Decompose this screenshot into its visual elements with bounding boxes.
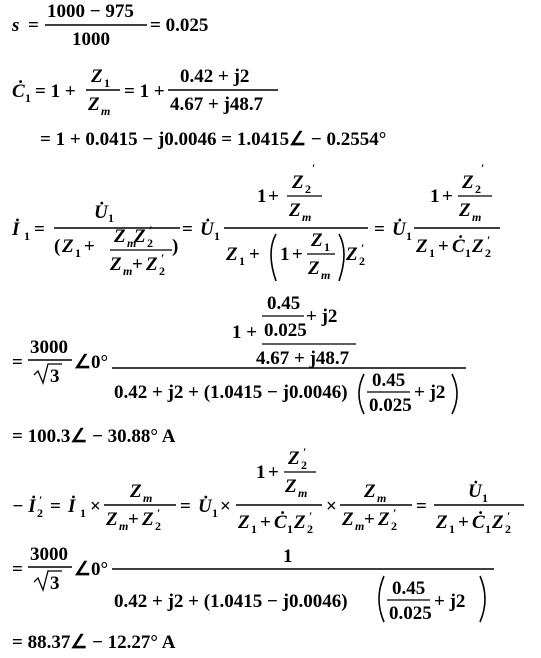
svg-text:Z: Z xyxy=(459,200,471,221)
svg-text:1: 1 xyxy=(214,229,220,243)
svg-text:′: ′ xyxy=(303,445,307,459)
svg-text:Ċ: Ċ xyxy=(12,81,25,102)
svg-text:1: 1 xyxy=(429,246,435,260)
svg-text:1: 1 xyxy=(287,522,293,536)
equation-i1-result: = 100.3∠ − 30.88° A xyxy=(12,426,176,447)
svg-text:m: m xyxy=(123,264,133,278)
svg-text:1: 1 xyxy=(104,76,110,90)
svg-text:2: 2 xyxy=(307,522,313,536)
svg-text:Z: Z xyxy=(342,509,354,530)
svg-text:Ċ: Ċ xyxy=(452,236,465,257)
svg-text:+: + xyxy=(128,509,139,530)
svg-text:1: 1 xyxy=(449,522,455,536)
svg-text:= 0.025: = 0.025 xyxy=(150,15,209,36)
svg-text:Z: Z xyxy=(142,509,154,530)
svg-text:1: 1 xyxy=(465,246,471,260)
svg-text:2: 2 xyxy=(391,519,397,533)
svg-text:1: 1 xyxy=(212,506,218,520)
svg-text:Z: Z xyxy=(492,512,504,533)
svg-text:1: 1 xyxy=(283,546,293,567)
svg-text:2: 2 xyxy=(147,236,153,250)
svg-text:+: + xyxy=(132,254,143,275)
svg-text:+: + xyxy=(364,509,375,530)
svg-text:m: m xyxy=(302,210,312,224)
equation-i2-numeric xyxy=(12,544,494,624)
svg-text:′: ′ xyxy=(309,509,313,523)
equation-slip xyxy=(11,1,208,50)
svg-text:Z: Z xyxy=(146,254,158,275)
svg-text:Z: Z xyxy=(289,200,301,221)
svg-text:Z: Z xyxy=(346,244,358,265)
svg-text:=: = xyxy=(374,219,385,240)
svg-text:İ: İ xyxy=(12,219,20,240)
svg-text:Z: Z xyxy=(91,66,103,87)
svg-text:′: ′ xyxy=(393,506,397,520)
svg-text:Z: Z xyxy=(285,476,297,497)
svg-text:=: = xyxy=(12,352,23,373)
svg-text:3000: 3000 xyxy=(30,337,68,358)
svg-text:′: ′ xyxy=(487,233,491,247)
svg-text:Z: Z xyxy=(110,254,122,275)
svg-text:1000: 1000 xyxy=(72,29,110,50)
svg-text:3: 3 xyxy=(50,366,60,387)
svg-text:+ j2: + j2 xyxy=(414,382,446,403)
svg-text:3: 3 xyxy=(50,573,60,594)
svg-text:m: m xyxy=(127,236,137,250)
equation-i1 xyxy=(11,161,500,282)
svg-text:Z: Z xyxy=(226,244,238,265)
svg-text:1: 1 xyxy=(25,91,31,105)
svg-text:Z: Z xyxy=(462,172,474,193)
svg-text:∠0°: ∠0° xyxy=(74,352,109,373)
svg-text:0.025: 0.025 xyxy=(369,395,412,416)
svg-text:+: + xyxy=(292,244,303,265)
svg-text:Z: Z xyxy=(294,512,306,533)
svg-text:0.45: 0.45 xyxy=(267,293,301,314)
svg-text:1000 − 975: 1000 − 975 xyxy=(47,1,134,22)
svg-text:′: ′ xyxy=(149,223,153,237)
svg-text:2: 2 xyxy=(305,182,311,196)
svg-text:′: ′ xyxy=(481,161,485,175)
svg-text:Z: Z xyxy=(472,236,484,257)
svg-text:Z: Z xyxy=(436,512,448,533)
svg-text:+: + xyxy=(268,186,279,207)
svg-text:3000: 3000 xyxy=(30,544,68,565)
svg-text:×: × xyxy=(220,496,231,517)
svg-text:m: m xyxy=(119,519,129,533)
svg-text:0.42 + j2 + (1.0415 − j0.0046): 0.42 + j2 + (1.0415 − j0.0046) xyxy=(114,591,348,612)
svg-text:′: ′ xyxy=(312,161,316,175)
svg-text:Z: Z xyxy=(292,172,304,193)
svg-text:2: 2 xyxy=(475,182,481,196)
svg-text:m: m xyxy=(472,210,482,224)
svg-text:1: 1 xyxy=(430,186,440,207)
equation-c1 xyxy=(12,66,278,118)
svg-text:Z: Z xyxy=(288,448,300,469)
svg-text:= 1 +: = 1 + xyxy=(35,81,76,102)
svg-text:2: 2 xyxy=(301,458,307,472)
svg-text:0.42 + j2 + (1.0415 − j0.0046): 0.42 + j2 + (1.0415 − j0.0046) xyxy=(114,382,348,403)
svg-text:′: ′ xyxy=(361,241,365,255)
svg-text:Z: Z xyxy=(62,236,74,257)
svg-text:1: 1 xyxy=(257,186,267,207)
svg-text:Ċ: Ċ xyxy=(472,512,485,533)
svg-text:+: + xyxy=(268,462,279,483)
svg-text:= 1 +: = 1 + xyxy=(124,81,165,102)
svg-text:2: 2 xyxy=(37,506,43,520)
svg-text:1: 1 xyxy=(324,240,330,254)
equation-i2 xyxy=(12,445,524,536)
svg-text:1: 1 xyxy=(108,211,114,225)
svg-text:2: 2 xyxy=(485,246,491,260)
svg-text:Z: Z xyxy=(238,512,250,533)
svg-text:Z: Z xyxy=(378,509,390,530)
svg-text:0.42 + j2: 0.42 + j2 xyxy=(180,66,250,87)
svg-text:=: = xyxy=(180,496,191,517)
svg-text:1: 1 xyxy=(485,522,491,536)
svg-text:+: + xyxy=(249,244,260,265)
svg-text:U̇: U̇ xyxy=(392,219,406,240)
svg-text:2: 2 xyxy=(359,254,365,268)
svg-text:′: ′ xyxy=(157,506,161,520)
equation-i1-numeric xyxy=(12,293,466,416)
svg-text:2: 2 xyxy=(505,522,511,536)
svg-text:Z: Z xyxy=(364,481,376,502)
svg-text:+ j2: + j2 xyxy=(306,306,338,327)
svg-text:1: 1 xyxy=(482,491,488,505)
svg-text:Z: Z xyxy=(88,94,100,115)
svg-text:2: 2 xyxy=(159,264,165,278)
svg-text:×: × xyxy=(326,496,337,517)
svg-text:Z: Z xyxy=(106,509,118,530)
svg-text:U̇: U̇ xyxy=(468,481,482,502)
svg-text:1 +: 1 + xyxy=(232,322,258,343)
svg-text:): ) xyxy=(172,236,179,257)
svg-text:=: = xyxy=(50,496,61,517)
svg-text:m: m xyxy=(355,519,365,533)
svg-text:Z: Z xyxy=(130,481,142,502)
svg-text:1: 1 xyxy=(256,462,266,483)
equation-c1-result: = 1 + 0.0415 − j0.0046 = 1.0415∠ − 0.2554° xyxy=(40,129,387,150)
svg-text:U̇: U̇ xyxy=(198,496,212,517)
svg-text:Z: Z xyxy=(134,226,146,247)
svg-text:m: m xyxy=(321,268,331,282)
svg-text:=: = xyxy=(416,496,427,517)
svg-text:2: 2 xyxy=(155,519,161,533)
svg-text:′: ′ xyxy=(39,493,43,507)
svg-text:∠0°: ∠0° xyxy=(74,559,109,580)
svg-text:Ċ: Ċ xyxy=(274,512,287,533)
svg-text:s: s xyxy=(12,15,20,36)
svg-text:Z: Z xyxy=(416,236,428,257)
svg-text:×: × xyxy=(90,496,101,517)
svg-text:0.025: 0.025 xyxy=(389,603,432,624)
svg-text:1: 1 xyxy=(24,229,30,243)
svg-text:4.67 + j48.7: 4.67 + j48.7 xyxy=(256,348,350,369)
svg-text:m: m xyxy=(101,104,111,118)
svg-text:0.45: 0.45 xyxy=(392,578,426,599)
svg-text:U̇: U̇ xyxy=(94,202,108,223)
svg-text:+: + xyxy=(442,186,453,207)
svg-text:Z: Z xyxy=(311,230,323,251)
svg-text:1: 1 xyxy=(280,244,290,265)
svg-text:′: ′ xyxy=(507,509,511,523)
svg-text:Z: Z xyxy=(114,226,126,247)
svg-text:1: 1 xyxy=(251,522,257,536)
equation-i2-result: = 88.37∠ − 12.27° A xyxy=(12,632,176,653)
svg-text:m: m xyxy=(143,491,153,505)
svg-text:İ: İ xyxy=(68,496,76,517)
svg-text:+: + xyxy=(260,512,271,533)
svg-text:′: ′ xyxy=(161,251,165,265)
svg-text:=: = xyxy=(34,219,45,240)
svg-text:(: ( xyxy=(54,236,61,257)
svg-text:1: 1 xyxy=(80,506,86,520)
svg-text:m: m xyxy=(298,486,308,500)
svg-text:Z: Z xyxy=(308,258,320,279)
svg-text:0.025: 0.025 xyxy=(264,320,307,341)
svg-text:1: 1 xyxy=(406,229,412,243)
svg-text:1: 1 xyxy=(239,254,245,268)
svg-text:− İ: − İ xyxy=(12,496,36,517)
svg-text:=: = xyxy=(12,559,23,580)
svg-text:1: 1 xyxy=(75,246,81,260)
svg-text:=: = xyxy=(28,15,39,36)
svg-text:+ j2: + j2 xyxy=(434,591,466,612)
svg-text:+: + xyxy=(438,236,449,257)
svg-text:=: = xyxy=(182,219,193,240)
svg-text:+: + xyxy=(84,236,95,257)
svg-text:+: + xyxy=(458,512,469,533)
svg-text:U̇: U̇ xyxy=(200,219,214,240)
svg-text:4.67 + j48.7: 4.67 + j48.7 xyxy=(170,94,264,115)
svg-text:0.45: 0.45 xyxy=(372,370,406,391)
svg-text:m: m xyxy=(377,491,387,505)
